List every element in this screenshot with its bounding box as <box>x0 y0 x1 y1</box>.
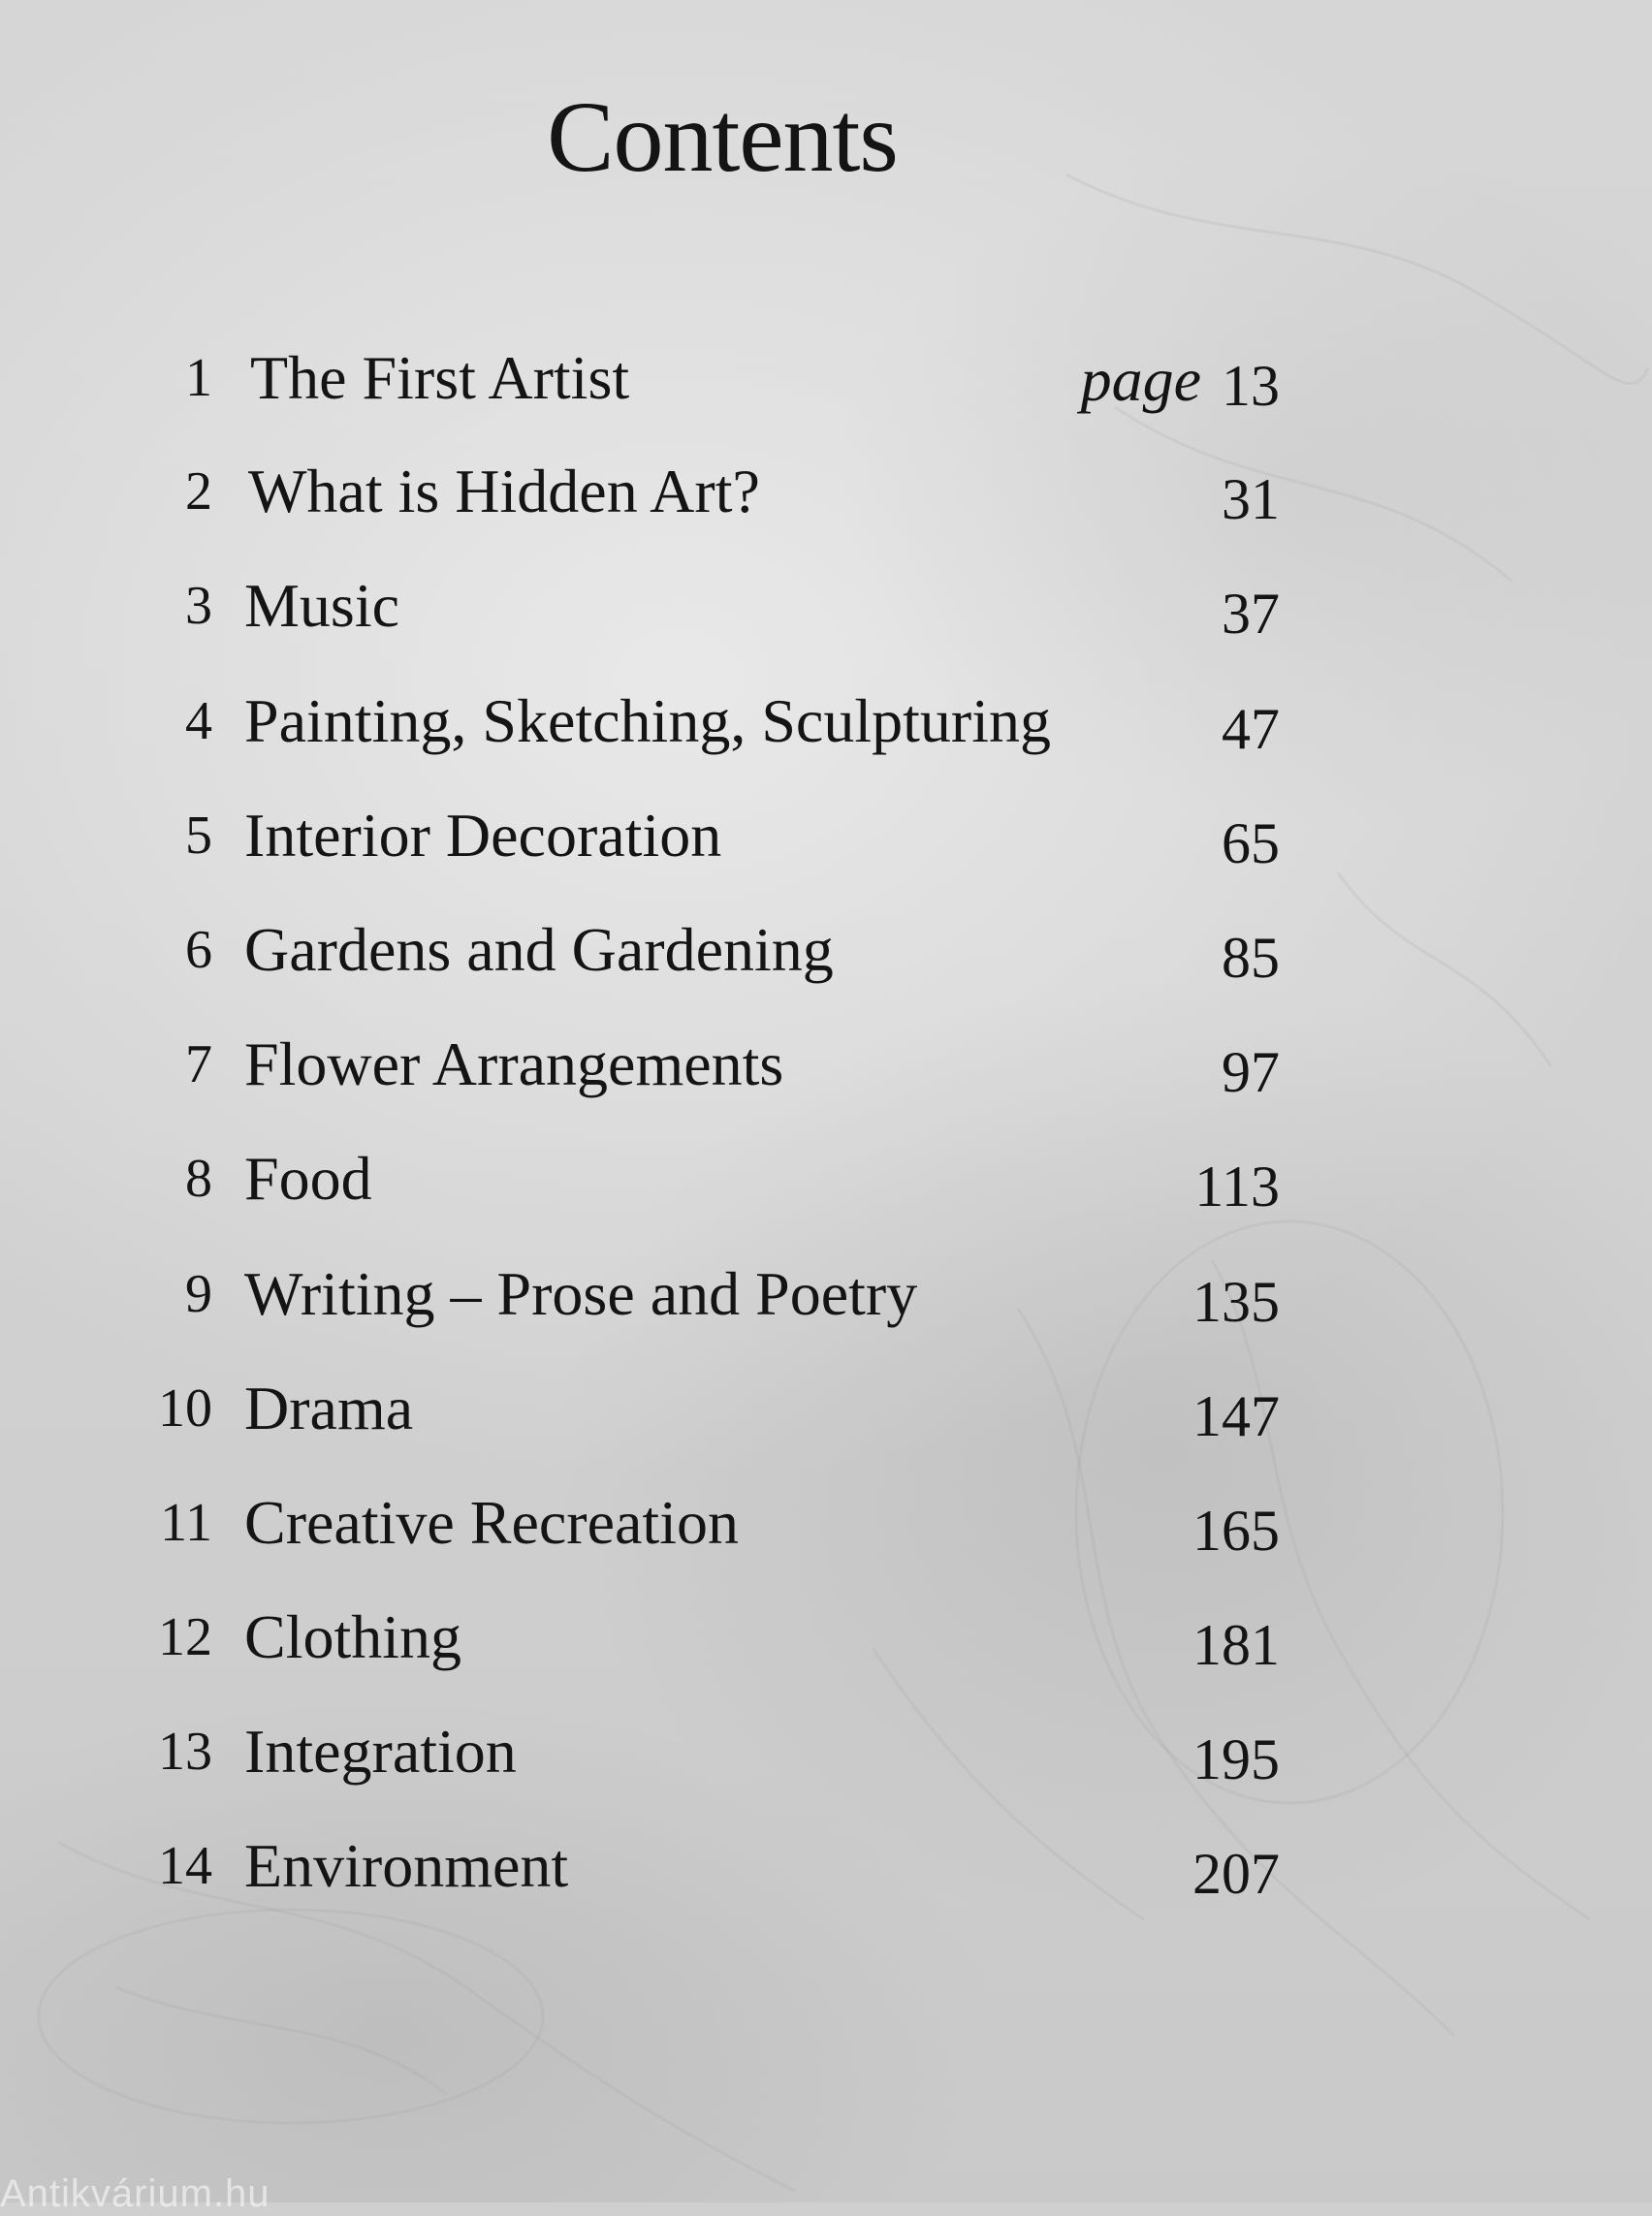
page-number: 181 <box>1192 1613 1280 1677</box>
toc-entry <box>0 1026 1652 1103</box>
chapter-title: Food <box>244 1144 372 1213</box>
toc-entry <box>0 797 1652 874</box>
chapter-title: Clothing <box>244 1602 462 1671</box>
chapter-title: The First Artist <box>250 343 630 412</box>
chapter-number: 11 <box>160 1493 212 1553</box>
chapter-number: 6 <box>185 920 212 980</box>
chapter-number: 4 <box>185 691 212 751</box>
page-number: 207 <box>1192 1842 1280 1906</box>
chapter-number: 3 <box>185 576 212 636</box>
page-number: 85 <box>1222 926 1280 990</box>
page-number: 47 <box>1222 697 1280 761</box>
page-number: 37 <box>1222 582 1280 646</box>
page-label: page <box>1080 345 1201 414</box>
watermark: Antikvárium.hu <box>0 2172 270 2215</box>
toc-entry <box>0 682 1652 760</box>
page-title: Contents <box>547 81 898 193</box>
page-number: 13 <box>1222 354 1280 418</box>
chapter-title: Environment <box>244 1831 569 1900</box>
page-number: 65 <box>1222 811 1280 875</box>
chapter-number: 14 <box>158 1836 212 1896</box>
chapter-number: 8 <box>185 1149 212 1209</box>
page-number: 113 <box>1194 1155 1280 1219</box>
toc-entry <box>0 1484 1652 1562</box>
chapter-title: Music <box>244 571 399 640</box>
chapter-title: Gardens and Gardening <box>244 915 834 984</box>
chapter-title: Painting, Sketching, Sculpturing <box>244 686 1051 755</box>
chapter-title: What is Hidden Art? <box>248 457 760 525</box>
chapter-title: Drama <box>244 1374 414 1442</box>
page-number: 195 <box>1192 1727 1280 1791</box>
toc-entry <box>0 1827 1652 1905</box>
chapter-title: Flower Arrangements <box>244 1029 784 1098</box>
chapter-number: 1 <box>185 348 212 408</box>
chapter-number: 13 <box>158 1722 212 1782</box>
toc-entry <box>0 453 1652 530</box>
toc-entry <box>0 1370 1652 1447</box>
page-number: 31 <box>1222 467 1280 531</box>
toc-entry <box>0 1255 1652 1333</box>
chapter-title: Interior Decoration <box>244 801 722 870</box>
page-number: 165 <box>1192 1499 1280 1563</box>
toc-entry <box>0 1599 1652 1676</box>
chapter-title: Creative Recreation <box>244 1488 739 1557</box>
toc-entry <box>0 1140 1652 1218</box>
chapter-number: 5 <box>185 806 212 866</box>
page-number: 97 <box>1222 1040 1280 1104</box>
chapter-title: Writing – Prose and Poetry <box>244 1259 918 1328</box>
chapter-number: 12 <box>158 1607 212 1667</box>
chapter-number: 2 <box>185 461 212 522</box>
page-number: 147 <box>1192 1384 1280 1448</box>
chapter-number: 9 <box>185 1264 212 1324</box>
chapter-title: Integration <box>244 1717 517 1786</box>
toc-entry <box>0 339 1652 417</box>
toc-entry <box>0 911 1652 989</box>
toc-entry <box>0 1713 1652 1790</box>
toc-entry <box>0 567 1652 645</box>
chapter-number: 10 <box>158 1378 212 1439</box>
page-number: 135 <box>1192 1270 1280 1334</box>
chapter-number: 7 <box>185 1034 212 1094</box>
